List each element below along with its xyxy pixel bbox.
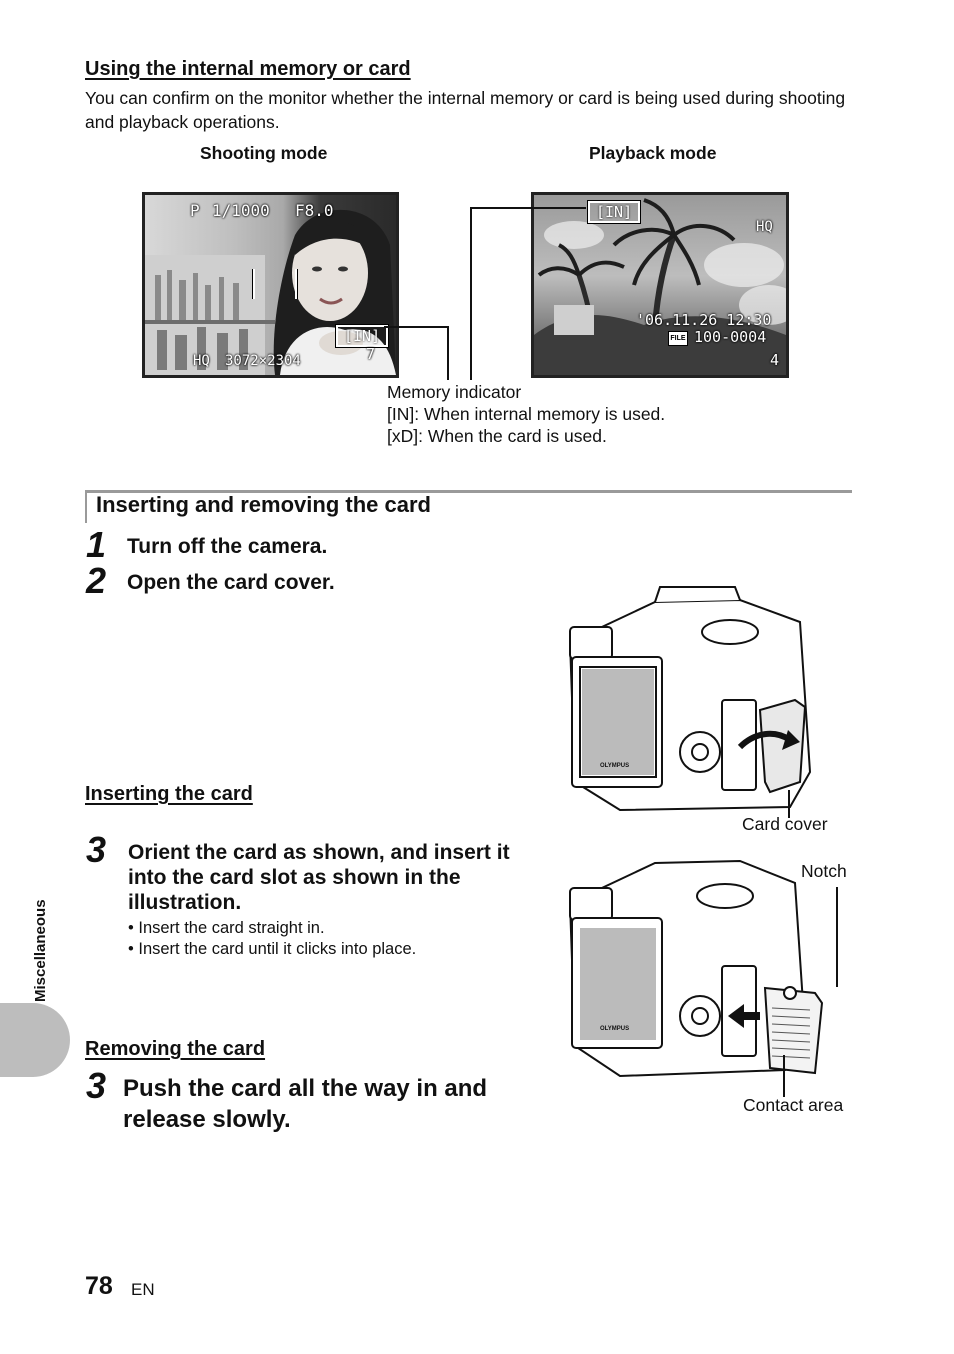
step-1-text: Turn off the camera. xyxy=(127,535,328,558)
leader-notch xyxy=(836,887,838,987)
memory-description: You can confirm on the monitor whether the internal memory or card is being used during shooting and playback operations. xyxy=(85,88,846,132)
playback-quality: HQ xyxy=(756,219,773,235)
caption-title: Memory indicator xyxy=(387,382,522,402)
step-1-number: 1 xyxy=(86,524,107,565)
camera-brand-text-1: OLYMPUS xyxy=(600,763,630,769)
shooting-mode-label: Shooting mode xyxy=(200,143,328,163)
removing-card-title: Removing the card xyxy=(85,1038,266,1060)
camera-illustration-cover-open xyxy=(560,582,820,812)
page-number: 78 xyxy=(85,1272,113,1300)
af-target-mark xyxy=(253,269,297,299)
step-3-insert-line-3: illustration. xyxy=(128,891,242,914)
playback-datetime: '06.11.26 12:30 xyxy=(636,311,772,329)
step-3-remove-text xyxy=(123,1073,487,1135)
insert-bullet-2: • Insert the card until it clicks into place. xyxy=(128,940,417,958)
remaining-shots: 7 xyxy=(366,345,376,363)
leader-line-shooting-h xyxy=(384,326,448,328)
memory-indicator-shooting: [IN] xyxy=(336,325,388,347)
aperture-value: F8.0 xyxy=(295,201,334,220)
shooting-mode-screen xyxy=(142,192,399,378)
caption-xd: [xD]: When the card is used. xyxy=(387,426,607,446)
camera-illustration-insert-card xyxy=(560,848,830,1083)
playback-mode-screen xyxy=(531,192,789,378)
memory-indicator-caption xyxy=(387,381,665,447)
file-icon: FILE xyxy=(668,331,688,346)
section-title-memory: Using the internal memory or card xyxy=(85,58,411,80)
leader-line-playback-h xyxy=(470,207,586,209)
step-3-insert-line-2: into the card slot as shown in the xyxy=(128,866,461,889)
section-rule-tick xyxy=(85,493,87,523)
caption-in: [IN]: When internal memory is used. xyxy=(387,404,666,424)
card-cover-label: Card cover xyxy=(742,814,828,834)
memory-indicator-playback: [IN] xyxy=(588,201,640,223)
step-3-remove-line-1: Push the card all the way in and xyxy=(123,1075,488,1102)
camera-brand-text-2: OLYMPUS xyxy=(600,1026,630,1032)
step-3-insert-line-1: Orient the card as shown, and insert it xyxy=(128,841,510,864)
insert-bullets xyxy=(128,918,416,960)
leader-contact-area xyxy=(783,1055,785,1097)
side-tab-marker xyxy=(0,1003,70,1077)
step-3-insert-text xyxy=(128,840,558,915)
section-title-card: Inserting and removing the card xyxy=(96,492,431,517)
step-3-remove-line-2: release slowly. xyxy=(123,1106,291,1133)
insert-bullet-1: • Insert the card straight in. xyxy=(128,919,325,937)
language-code: EN xyxy=(131,1280,155,1299)
side-tab-label: Miscellaneous xyxy=(32,899,49,1002)
inserting-card-title: Inserting the card xyxy=(85,783,253,805)
notch-label: Notch xyxy=(801,861,847,881)
leader-line-playback-v xyxy=(470,207,472,380)
frame-number: 4 xyxy=(770,351,780,369)
step-3-remove-number: 3 xyxy=(86,1065,107,1106)
shoot-mode-indicator: P xyxy=(190,201,200,220)
file-number: 100-0004 xyxy=(694,328,767,346)
playback-mode-label: Playback mode xyxy=(589,143,717,163)
shutter-speed: 1/1000 xyxy=(212,201,270,220)
resolution-indicator: 3072×2304 xyxy=(225,353,301,369)
playback-photo xyxy=(534,195,786,375)
step-2-number: 2 xyxy=(86,560,107,601)
contact-area-label: Contact area xyxy=(743,1095,844,1115)
step-2-text: Open the card cover. xyxy=(127,571,335,594)
leader-line-shooting-v xyxy=(447,326,449,380)
step-3-insert-number: 3 xyxy=(86,829,107,870)
quality-indicator: HQ xyxy=(193,353,210,369)
